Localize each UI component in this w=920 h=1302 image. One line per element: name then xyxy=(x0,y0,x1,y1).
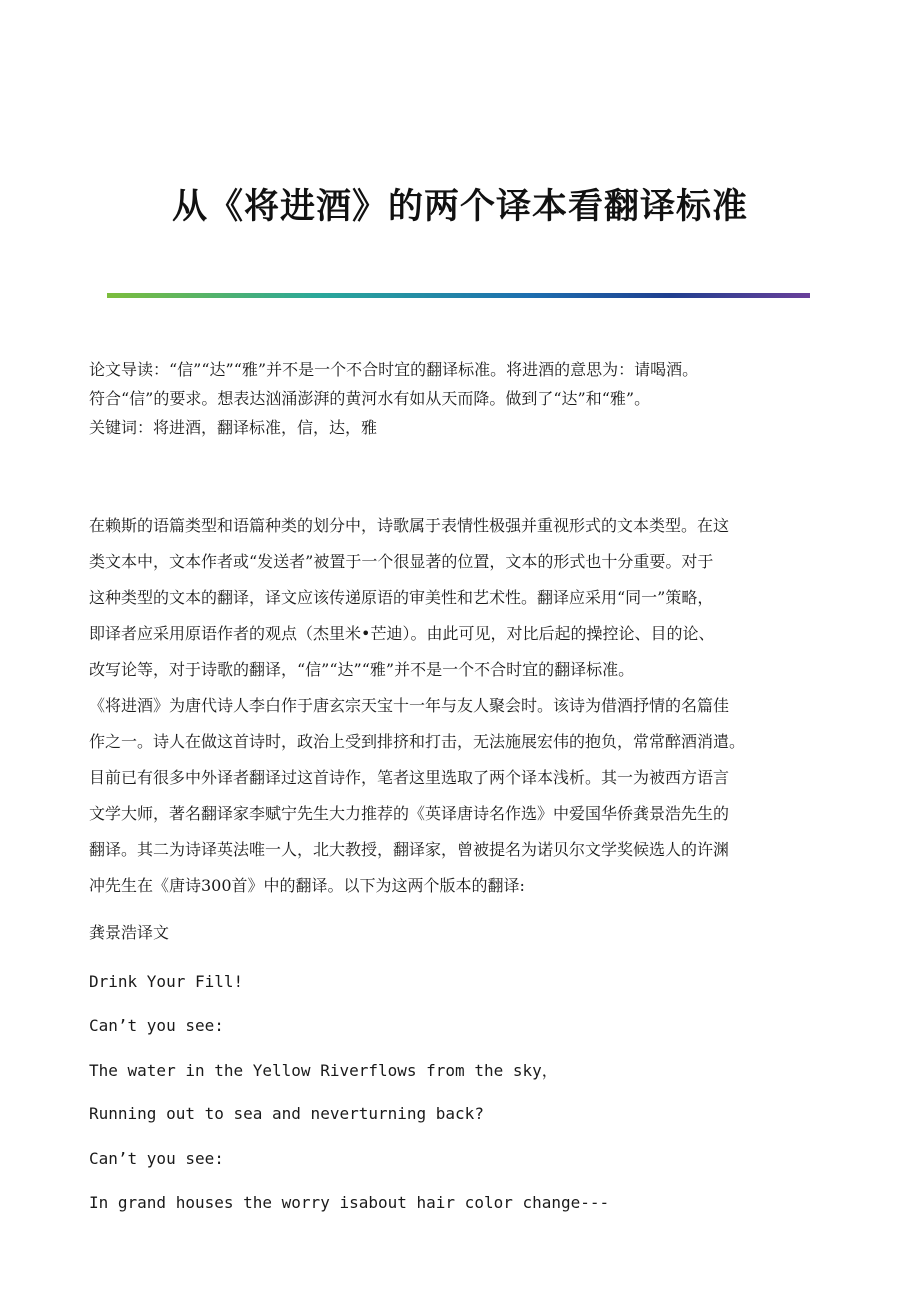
translator-heading: 龚景浩译文 xyxy=(89,923,170,942)
paragraph xyxy=(89,508,849,688)
abstract-line: 符合“信”的要求。想表达汹涌澎湃的黄河水有如从天而降。做到了“达”和“雅”。 xyxy=(89,389,651,408)
paragraph-line: 改写论等，对于诗歌的翻译，“信”“达”“雅”并不是一个不合时宜的翻译标准。 xyxy=(89,660,635,679)
paragraph-line: 在赖斯的语篇类型和语篇种类的划分中，诗歌属于表情性极强并重视形式的文本类型。在这 xyxy=(89,516,730,535)
paragraph-line: 翻译。其二为诗译英法唯一人，北大教授，翻译家，曾被提名为诺贝尔文学奖候选人的许渊 xyxy=(89,840,730,859)
abstract-line: 论文导读：“信”“达”“雅”并不是一个不合时宜的翻译标准。将进酒的意思为：请喝酒。 xyxy=(89,360,699,379)
title-divider xyxy=(107,293,810,298)
paragraph-line: 类文本中，文本作者或“发送者”被置于一个很显著的位置，文本的形式也十分重要。对于 xyxy=(89,552,714,571)
body-section xyxy=(89,508,849,904)
poem-line: In grand houses the worry isabout hair color change--- xyxy=(89,1193,610,1212)
poem-line: Running out to sea and neverturning back? xyxy=(89,1104,484,1123)
abstract-section xyxy=(89,355,849,442)
paragraph-line: 冲先生在《唐诗300首》中的翻译。以下为这两个版本的翻译: xyxy=(89,876,525,895)
poem-line: Can’t you see: xyxy=(89,1149,224,1168)
paragraph-line: 作之一。诗人在做这首诗时，政治上受到排挤和打击，无法施展宏伟的抱负，常常醉酒消遣。 xyxy=(89,732,746,751)
poem-line: Drink Your Fill! xyxy=(89,972,244,991)
page-title: 从《将进酒》的两个译本看翻译标准 xyxy=(171,187,748,227)
poem-line: Can’t you see: xyxy=(89,1016,224,1035)
paragraph-line: 《将进酒》为唐代诗人李白作于唐玄宗天宝十一年与友人聚会时。该诗为借酒抒情的名篇佳 xyxy=(89,696,730,715)
paragraph-line: 这种类型的文本的翻译，译文应该传递原语的审美性和艺术性。翻译应采用“同一”策略， xyxy=(89,588,714,607)
poem-line: The water in the Yellow Riverflows from the sky， xyxy=(89,1061,558,1080)
paragraph-line: 文学大师，著名翻译家李赋宁先生大力推荐的《英译唐诗名作选》中爱国华侨龚景浩先生的 xyxy=(89,804,730,823)
paragraph xyxy=(89,688,849,904)
paragraph-line: 目前已有很多中外译者翻译过这首诗作，笔者这里选取了两个译本浅析。其一为被西方语言 xyxy=(89,768,730,787)
paragraph-line: 即译者应采用原语作者的观点（杰里米•芒迪）。由此可见，对比后起的操控论、目的论、 xyxy=(89,624,715,643)
keywords-line: 关键词：将进酒，翻译标准，信，达，雅 xyxy=(89,418,378,437)
